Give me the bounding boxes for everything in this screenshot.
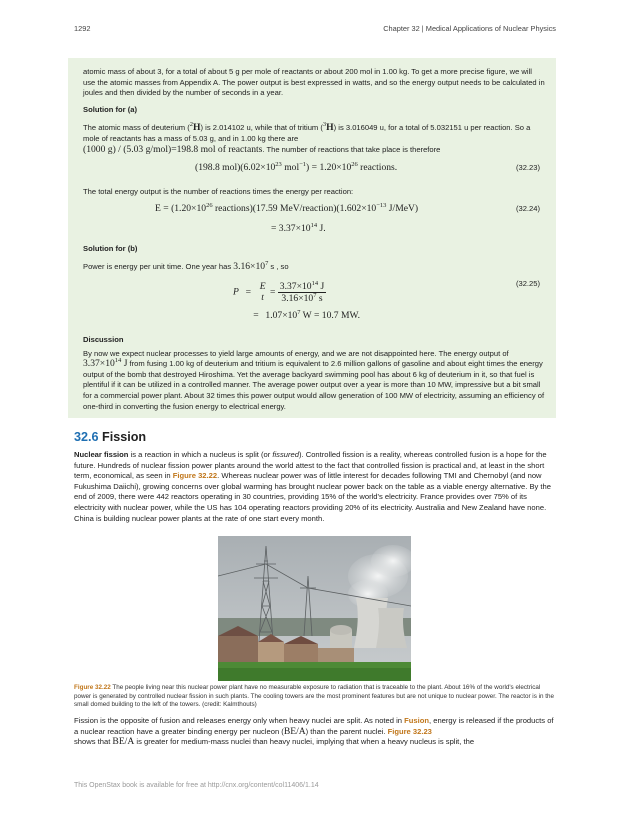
fusion-link[interactable]: Fusion — [404, 716, 429, 725]
discussion-paragraph: By now we expect nuclear processes to yield large amounts of energy, and we are not disappointed here. The energy output of $3.37\times 10^{14}$ J from fusing 1.00 kg of deuterium and tritium is equivalent to 2.6 million gallons of gasoline and about eight times the energy output of the bomb that destroyed Hiroshima. Yet the average backyard swimming pool has about 6 kg of deuterium in it, so that fuel is plentiful if it can be utilized in a controlled manner. The average power output over a year is more than 10 MW, impressive but a bit small for a commercial power plant. About 32 times this power output would allow generation of 100 MW of electricity, assuming an efficiency of one-third in converting the fusion energy to electrical energy. — [83, 348, 545, 411]
section-heading — [74, 430, 146, 444]
figure-label: Figure 32.22 — [74, 684, 111, 691]
equation-number: (32.24) — [515, 203, 540, 213]
solution-a-energy-text: The total energy output is the number of reactions times the energy per reaction: — [83, 187, 354, 197]
figure-32-22-link[interactable]: Figure 32.22 — [172, 471, 218, 481]
equation-32-24: $E = (1.20\times 10^{26}$ reactions)(17.59 MeV/$reaction)(1.602\times 10^{-13}$ J/MeV) = $3.37\times 10^{14}$ J. (32.24) — [155, 201, 540, 234]
page-header — [74, 24, 556, 38]
section-number: 32.6 — [74, 430, 99, 444]
chapter-title: Chapter 32 | Medical Applications of Nuclear Physics — [383, 24, 556, 33]
fission-paragraph-1: Nuclear fission is a reaction in which a nucleus is split (or fissured). Controlled fission is a reality, whereas controlled fusion is a hope for the future. Hundreds of nuclear fission power plants around the world attest to the fact that controlled fission is practical and, at least in the short term, economical, as seen in Figure 32.22. Whereas nuclear power was of little interest for decades following TMI and Chernobyl (and now Fukushima Daiichi), growing concerns over global warming has brought nuclear power back on the table as a viable energy alternative. By the end of 2009, there were 442 reactors operating in 30 countries, providing 15% of the world's electricity. France provides over 75% of its electricity with nuclear power, while the US has 104 operating reactors providing 20% of its electricity. Australia and New Zealand have none. China is building nuclear power plants at the rate of one start every month. — [74, 450, 551, 523]
solution-b-paragraph: Power is energy per unit time. One year has $3.16\times 10^7$ s , so — [83, 260, 289, 273]
nuclear-power-plant-photo — [218, 536, 411, 681]
figure-32-23-link[interactable]: Figure 32.23 — [387, 726, 432, 736]
fission-paragraph-2: Fission is the opposite of fusion and releases energy only when heavy nuclei are split. As noted in Fusion, energy is released if the products of a nuclear reaction have a greater binding energy per nucleon (BE/A) than the parent nuclei. Figure 32.23 shows that BE/A is greater for medium-mass nuclei than heavy nuclei, implying that when a heavy nucleus is split, the — [74, 716, 554, 748]
section-title: Fission — [102, 430, 147, 444]
solution-b-heading: Solution for (b) — [83, 243, 138, 253]
equation-number: (32.23) — [515, 163, 540, 173]
solution-a-heading: Solution for (a) — [83, 104, 137, 114]
equation-32-25: P = E t = $\frac{3.37\times 10^{14} J}{3.16\times 10^7 s}$ = $1.07\times 10^7$ W = 10.7 MW. (32.25) — [233, 278, 540, 321]
page-footer: This OpenStax book is available for free at http://cnx.org/content/col11406/1.14 — [74, 782, 319, 789]
example-intro: atomic mass of about 3, for a total of about 5 g per mole of reactants or about 200 mol in 1.00 kg. To get a more precise figure, we will use the atomic masses from Appendix A. The power output is best expressed in watts, and so the energy output needs to be calculated in joules and then divided by the number of seconds in a year. — [83, 67, 545, 98]
equation-number: (32.25) — [515, 278, 540, 288]
figure-caption: Figure 32.22 The people living near this nuclear power plant have no measurable exposure to radiation that is traceable to the plant. About 16% of the world's electrical power is generated by controlled nuclear fission in such plants. The cooling towers are the most prominent features but are not unique to nuclear power. The reactor is in the small domed building to the left of the towers. (credit: Kalmthouts) — [74, 684, 555, 709]
tritium-symbol: $^3$H — [322, 121, 334, 134]
moles-expression: (1000 g) / (5.03 g/mol)=198.8 mol of reactants — [83, 143, 263, 155]
page-number: 1292 — [74, 24, 91, 33]
worked-example-box — [68, 58, 556, 418]
equation-32-23: (198.8 $mol)(6.02\times 10^{23}$ $mol^{-1}) = 1.20\times 10^{26}$ reactions. (32.23) — [195, 161, 540, 174]
deuterium-symbol: $^2$H — [189, 121, 201, 134]
discussion-heading: Discussion — [83, 334, 124, 344]
solution-a-paragraph: The atomic mass of deuterium ($^2$H) is 2.014102 u, while that of tritium ($^3$H) is 3.016049 u, for a total of 5.032151 u per reaction. So a mole of reactants has a mass of 5.03 g, and in 1.00 kg there are (1000 g) / (5.03 g/mol)=198.8 mol of reactants. The number of reactions that take place is therefore — [83, 121, 531, 155]
term-nuclear-fission: Nuclear fission — [74, 450, 129, 459]
